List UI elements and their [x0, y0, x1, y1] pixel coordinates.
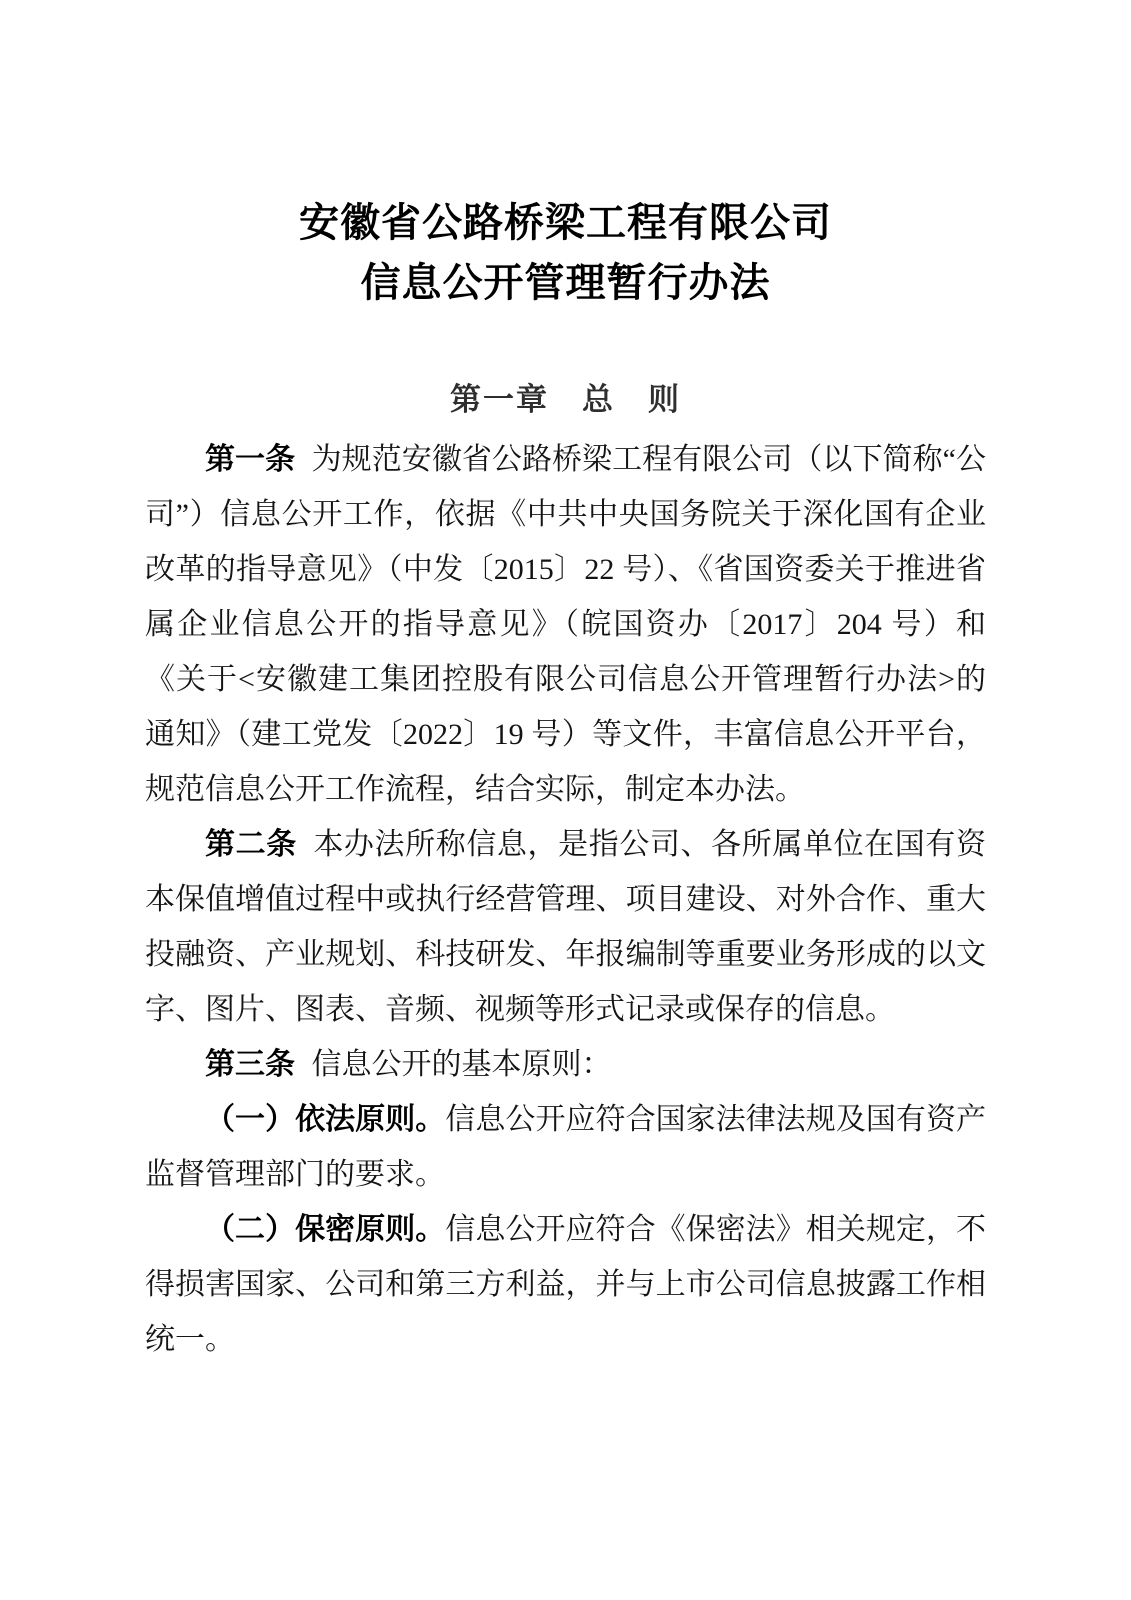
item-1-label: （一）依法原则。: [205, 1103, 446, 1136]
item-2-text: 信息公开应符合《保密法》相关规定，不得损害国家、公司和第三方利益，并与上市公司信息披露工作相统一。: [145, 1213, 987, 1356]
title-line-2: 信息公开管理暂行办法: [360, 260, 771, 305]
article-3-text: 信息公开的基本原则：: [311, 1048, 612, 1081]
article-1-label: 第一条: [205, 443, 296, 476]
paragraph-article-1: [145, 432, 986, 817]
paragraph-item-1: [145, 1092, 986, 1202]
document-body: [145, 432, 986, 1367]
item-1-text: 信息公开应符合国家法律法规及国有资产监督管理部门的要求。: [145, 1103, 987, 1191]
document-title: [0, 0, 1131, 313]
article-3-label: 第三条: [205, 1048, 295, 1081]
paragraph-item-2: [145, 1202, 986, 1367]
article-2-label: 第二条: [205, 828, 297, 861]
paragraph-article-2: [145, 817, 986, 1037]
title-line-1: 安徽省公路桥梁工程有限公司: [299, 200, 832, 245]
article-2-text: 本办法所称信息，是指公司、各所属单位在国有资本保值增值过程中或执行经营管理、项目建设、对外合作、重大投融资、产业规划、科技研发、年报编制等重要业务形成的以文字、图片、图表、音频、视频等形式记录或保存的信息。: [145, 828, 986, 1026]
paragraph-article-3: [145, 1037, 986, 1092]
item-2-label: （二）保密原则。: [205, 1213, 446, 1246]
article-1-text: 为规范安徽省公路桥梁工程有限公司（以下简称“公司”）信息公开工作，依据《中共中央国务院关于深化国有企业改革的指导意见》（中发〔2015〕22 号）、《省国资委关于推进省属企业信息公开的指导意见》（皖国资办〔2017〕204 号）和《关于<安徽建工集团控股有限公司信息公开管理暂行办法>的通知》（建工党发〔2022〕19 号）等文件，丰富信息公开平台，规范信息公开工作流程，结合实际，制定本办法。: [145, 443, 986, 806]
chapter-heading: 第一章 总 则: [450, 382, 681, 417]
